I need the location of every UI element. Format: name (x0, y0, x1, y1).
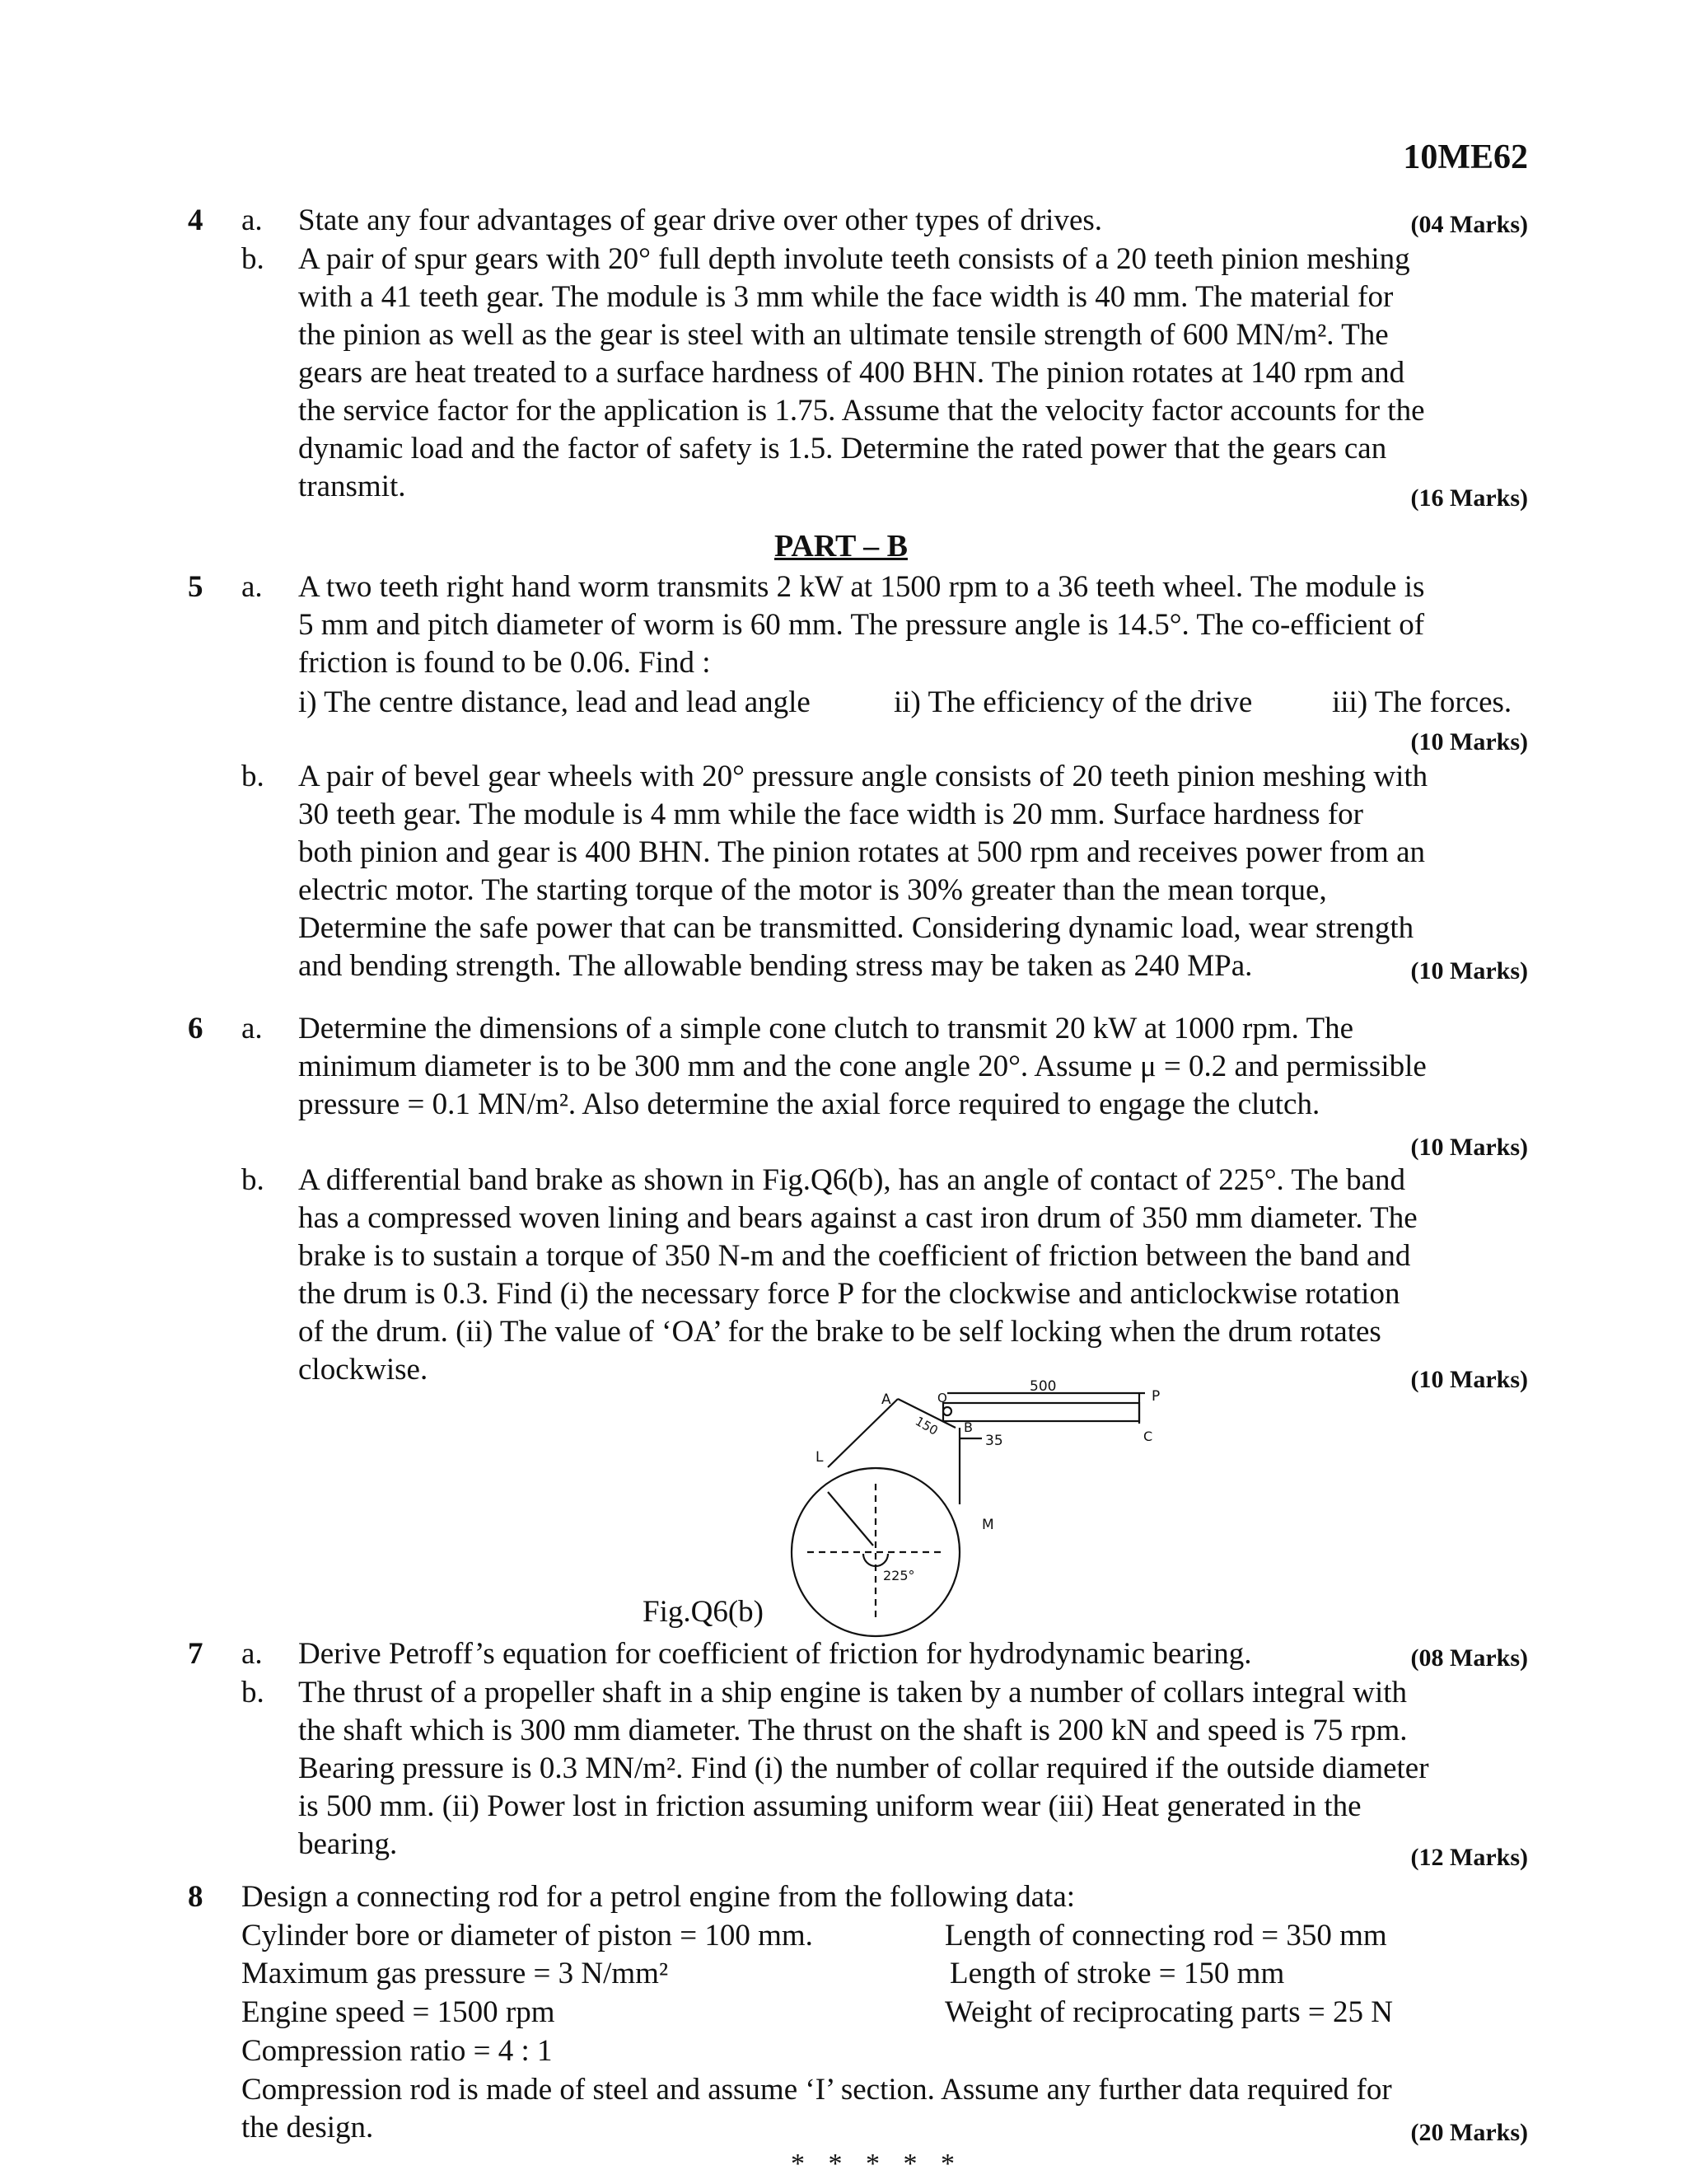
part-heading: PART – B (774, 529, 908, 564)
q4b-text (298, 241, 1527, 506)
q8-data-right: Weight of reciprocating parts = 25 N (945, 1995, 1393, 2029)
question-number-6: 6 (188, 1012, 203, 1045)
q8-data-left: Engine speed = 1500 rpm (241, 1995, 555, 2029)
label-150: 150 (913, 1413, 941, 1438)
text-line: Compression rod is made of steel and assume ‘I’ section. Assume any further data required for (241, 2073, 1392, 2107)
label-o: O (937, 1391, 947, 1405)
q8-marks: (20 Marks) (1410, 2119, 1528, 2146)
end-stars: * * * * * (791, 2149, 963, 2179)
figure-caption: Fig.Q6(b) (643, 1595, 764, 1629)
question-number-8: 8 (188, 1880, 203, 1914)
text-line: electric motor. The starting torque of the motor is 30% greater than the mean torque, (298, 873, 1327, 907)
q8-data-left: Cylinder bore or diameter of piston = 100 mm. (241, 1919, 813, 1953)
text-line: both pinion and gear is 400 BHN. The pinion rotates at 500 rpm and receives power from an (298, 835, 1425, 869)
label-b: B (964, 1419, 973, 1435)
text-line: A two teeth right hand worm transmits 2 kW at 1500 rpm to a 36 teeth wheel. The module is (298, 570, 1425, 604)
text-line: gears are heat treated to a surface hardness of 400 BHN. The pinion rotates at 140 rpm and (298, 356, 1405, 390)
text-line: has a compressed woven lining and bears against a cast iron drum of 350 mm diameter. The (298, 1201, 1418, 1235)
text-line: transmit. (298, 470, 406, 503)
question-number-5: 5 (188, 570, 203, 604)
text-line: The thrust of a propeller shaft in a ship engine is taken by a number of collars integral with (298, 1676, 1408, 1709)
q8-text (241, 2071, 1527, 2147)
text-line: is 500 mm. (ii) Power lost in friction assuming uniform wear (iii) Heat generated in the (298, 1789, 1362, 1823)
q6b-label: b. (241, 1163, 264, 1197)
q4b-label: b. (241, 242, 264, 276)
label-a: A (881, 1391, 891, 1408)
label-35: 35 (985, 1433, 1003, 1449)
q8-data-left: Compression ratio = 4 : 1 (241, 2034, 553, 2068)
q6b-marks: (10 Marks) (1410, 1366, 1528, 1393)
label-500: 500 (1030, 1378, 1057, 1395)
text-line: with a 41 teeth gear. The module is 3 mm while the face width is 40 mm. The material for (298, 280, 1394, 314)
text-line: 5 mm and pitch diameter of worm is 60 mm. The pressure angle is 14.5°. The co-efficient of (298, 608, 1425, 642)
q4a-text: State any four advantages of gear drive over other types of drives. (298, 203, 1103, 237)
fulcrum-pivot (943, 1407, 951, 1415)
q5a-label: a. (241, 570, 263, 604)
q4a-label: a. (241, 203, 263, 237)
text-line: brake is to sustain a torque of 350 N-m and the coefficient of friction between the band and (298, 1239, 1411, 1273)
label-p: P (1152, 1388, 1161, 1405)
band-brake-figure (791, 1378, 1236, 1620)
text-line: clockwise. (298, 1353, 428, 1387)
q5a-item-3: iii) The forces. (1332, 685, 1512, 719)
q5b-marks: (10 Marks) (1410, 957, 1528, 984)
text-line: A pair of spur gears with 20° full depth involute teeth consists of a 20 teeth pinion meshing (298, 242, 1410, 276)
q8-data-left: Maximum gas pressure = 3 N/mm² (241, 1957, 669, 1990)
text-line: the drum is 0.3. Find (i) the necessary force P for the clockwise and anticlockwise rotation (298, 1277, 1400, 1311)
text-line: A differential band brake as shown in Fig.Q6(b), has an angle of contact of 225°. The band (298, 1163, 1406, 1197)
q6b-text (298, 1162, 1527, 1389)
q4b-marks: (16 Marks) (1410, 484, 1528, 512)
text-line: Determine the safe power that can be transmitted. Considering dynamic load, wear strength (298, 911, 1414, 945)
q7b-marks: (12 Marks) (1410, 1844, 1528, 1871)
q7b-text (298, 1674, 1527, 1864)
q5a-item-1: i) The centre distance, lead and lead angle (298, 685, 811, 719)
q7b-label: b. (241, 1676, 264, 1709)
q5a-item-2: ii) The efficiency of the drive (894, 685, 1253, 719)
q5a-marks: (10 Marks) (1410, 728, 1528, 755)
label-c: C (1143, 1429, 1153, 1444)
text-line: pressure = 0.1 MN/m². Also determine the axial force required to engage the clutch. (298, 1087, 1320, 1121)
radius-line (828, 1492, 873, 1546)
text-line: minimum diameter is to be 300 mm and the cone angle 20°. Assume μ = 0.2 and permissible (298, 1050, 1427, 1083)
q8-intro: Design a connecting rod for a petrol engine from the following data: (241, 1880, 1076, 1914)
text-line: the service factor for the application is 1.75. Assume that the velocity factor accounts for the (298, 394, 1425, 428)
q7a-marks: (08 Marks) (1410, 1644, 1528, 1672)
text-line: of the drum. (ii) The value of ‘OA’ for the brake to be self locking when the drum rotates (298, 1315, 1381, 1349)
question-number-4: 4 (188, 203, 203, 237)
q5b-text (298, 758, 1527, 985)
text-line: bearing. (298, 1827, 398, 1861)
q6a-marks: (10 Marks) (1410, 1134, 1528, 1161)
label-m: M (982, 1517, 994, 1533)
q8-data-right: Length of stroke = 150 mm (950, 1957, 1285, 1990)
text-line: 30 teeth gear. The module is 4 mm while the face width is 20 mm. Surface hardness for (298, 797, 1363, 831)
text-line: the pinion as well as the gear is steel with an ultimate tensile strength of 600 MN/m². The (298, 318, 1389, 352)
q5b-label: b. (241, 760, 264, 793)
text-line: the shaft which is 300 mm diameter. The thrust on the shaft is 200 kN and speed is 75 rpm. (298, 1714, 1408, 1747)
subject-code: 10ME62 (1403, 138, 1528, 176)
text-line: and bending strength. The allowable bending stress may be taken as 240 MPa. (298, 949, 1253, 983)
text-line: A pair of bevel gear wheels with 20° pressure angle consists of 20 teeth pinion meshing with (298, 760, 1428, 793)
question-number-7: 7 (188, 1637, 203, 1671)
q5a-text (298, 568, 1527, 682)
label-l: L (815, 1449, 824, 1466)
text-line: dynamic load and the factor of safety is 1.5. Determine the rated power that the gears can (298, 432, 1387, 465)
text-line: the design. (241, 2111, 374, 2144)
q7a-text: Derive Petroff’s equation for coefficient of friction for hydrodynamic bearing. (298, 1637, 1252, 1671)
text-line: Bearing pressure is 0.3 MN/m². Find (i) the number of collar required if the outside diameter (298, 1751, 1429, 1785)
q7a-label: a. (241, 1637, 263, 1671)
band-tension-left (828, 1399, 898, 1467)
q6a-label: a. (241, 1012, 263, 1045)
label-225: 225° (883, 1568, 915, 1583)
q8-data-right: Length of connecting rod = 350 mm (945, 1919, 1387, 1953)
lever-bar (943, 1403, 1139, 1421)
text-line: Determine the dimensions of a simple cone clutch to transmit 20 kW at 1000 rpm. The (298, 1012, 1354, 1045)
text-line: friction is found to be 0.06. Find : (298, 646, 711, 680)
q4a-marks: (04 Marks) (1410, 211, 1528, 238)
q6a-text (298, 1010, 1527, 1124)
